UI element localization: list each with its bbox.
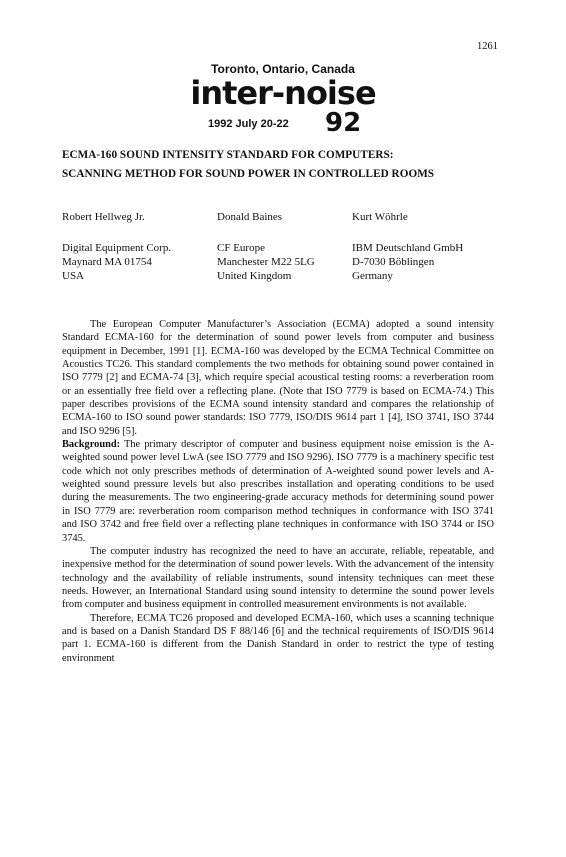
paragraph-industry-need: The computer industry has recognized the need to have an accurate, reliable, repeatable, and inexpensive method for the determination of sound power levels. With the advancement of the intensity technology and the availability of reliable instruments, sound intensity techniques can meet these needs. However, an International Standard using sound intensity to determine the sound power levels from computer and business equipment in controlled measurement environments is not available.: [62, 545, 494, 611]
paragraph-ecma160: Therefore, ECMA TC26 proposed and developed ECMA-160, which uses a scanning technique and is based on a Danish Standard DS F 88/146 [6] and the technical requirements of ISO/DIS 9614 part 1. ECMA-160 is different from the Danish Standard in order to restrict the type of testing environment: [62, 612, 494, 664]
author-name: Kurt Wöhrle: [352, 211, 408, 223]
affiliation-line: United Kingdom: [217, 270, 292, 282]
conference-header: [150, 62, 416, 136]
affiliation-line: Digital Equipment Corp.: [62, 242, 172, 254]
paper-title-line-1: ECMA-160 SOUND INTENSITY STANDARD FOR COMPUTERS:: [62, 149, 394, 161]
author-name: Donald Baines: [217, 211, 283, 223]
author-affiliation: [217, 241, 315, 283]
conference-location: Toronto, Ontario, Canada: [211, 62, 355, 76]
affiliation-line: IBM Deutschland GmbH: [352, 242, 464, 254]
affiliation-line: D-7030 Böblingen: [352, 256, 435, 268]
conference-year-mark: 92: [325, 108, 362, 138]
background-heading: Background:: [62, 439, 121, 451]
paper-title: [62, 146, 502, 184]
author-3: [352, 210, 463, 283]
paper-title-line-2: SCANNING METHOD FOR SOUND POWER IN CONTROLLED ROOMS: [62, 168, 435, 180]
body-text: [62, 318, 494, 665]
affiliation-line: USA: [62, 270, 85, 282]
conference-date-row: [150, 108, 416, 138]
background-text: The primary descriptor of computer and business equipment noise emission is the A-weighted sound power level LwA (see ISO 7779 and ISO 9296). ISO 7779 is a machinery specific test code which not only prescribes methods of determination of A-weighted sound power levels and A-weighted sound pressure levels but also prescribes installation and operating conditions to be used during the measurements. The two engineering-grade accuracy methods for determining sound power in ISO 7779 are: reverberation room comparison method techniques in conformance with ISO 3741 and ISO 3742 and free field over a reflecting plane techniques in conformance with ISO 3744 or ISO 3745.: [62, 439, 494, 544]
author-1: [62, 210, 171, 283]
author-affiliation: [62, 241, 171, 283]
paragraph-intro: The European Computer Manufacturer’s Association (ECMA) adopted a sound intensity Standard ECMA-160 for the determination of sound power levels from computer and business equipment in December, 1991 [1]. ECMA-160 was developed by the ECMA Technical Committee on Acoustics TC26. This standard complements the two methods for obtaining sound power contained in ISO 7779 [2] and ECMA-74 [3], which require special acoustical testing rooms: a reverberation room or an essentially free field over a reflecting plane. (Note that ISO 7779 is based on ECMA-74.) This paper describes provisions of the ECMA sound intensity standard and compares the relationship of ECMA-160 to ISO sound power standards: ISO 7779, ISO/DIS 9614 part 1 [4], ISO 3741, ISO 3744 and ISO 9296 [5].: [62, 319, 494, 437]
author-2: [217, 210, 315, 283]
affiliation-line: Germany: [352, 270, 393, 282]
author-name: Robert Hellweg Jr.: [62, 211, 145, 223]
affiliation-line: Manchester M22 5LG: [217, 256, 315, 268]
conference-dates: 1992 July 20-22: [208, 118, 289, 130]
affiliation-line: Maynard MA 01754: [62, 256, 152, 268]
author-affiliation: [352, 241, 463, 283]
page-number: 1261: [477, 41, 498, 52]
paragraph-background: [62, 438, 494, 545]
conference-logo: inter-noise: [190, 74, 376, 112]
affiliation-line: CF Europe: [217, 242, 265, 254]
